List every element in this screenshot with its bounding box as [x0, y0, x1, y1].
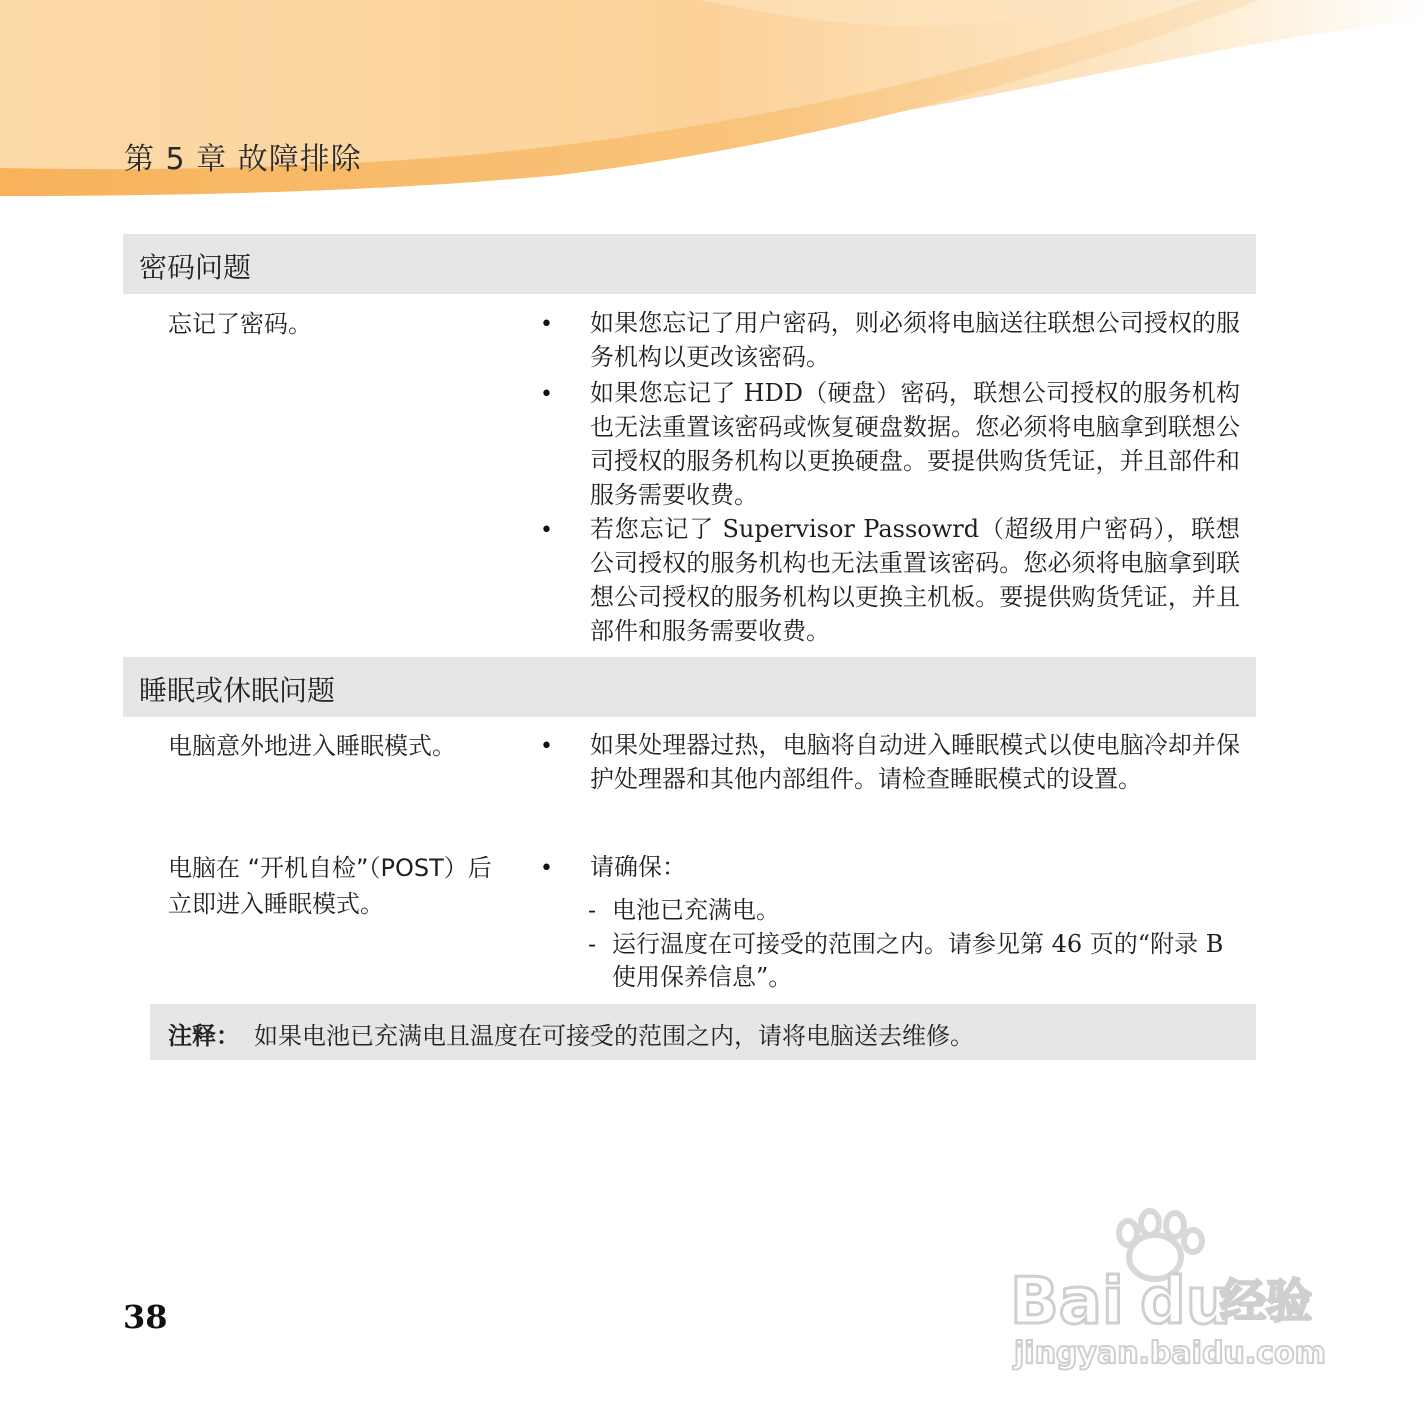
solution-text: 如果您忘记了用户密码，则必须将电脑送往联想公司授权的服务机构以更改该密码。 [590, 309, 1240, 371]
problem-label: 电脑意外地进入睡眠模式。 [168, 732, 456, 760]
solution-text: 如果您忘记了 HDD（硬盘）密码，联想公司授权的服务机构也无法重置该密码或恢复硬盘数据。您必须将电脑拿到联想公司授权的服务机构以更换硬盘。要提供购货凭证，并且部件和服务需要收费。 [590, 379, 1240, 509]
chapter-title: 第 5 章 故障排除 [124, 142, 362, 177]
bullet-icon: • [540, 856, 553, 881]
section-header-password [123, 234, 1256, 294]
svg-text:du: du [1140, 1265, 1232, 1339]
svg-text:经验: 经验 [1220, 1274, 1312, 1328]
dash-icon: - [588, 930, 597, 958]
bullet-icon: • [540, 734, 553, 759]
baidu-jingyan-watermark [1000, 1205, 1350, 1375]
bullet-icon: • [540, 382, 553, 407]
problem-label: 电脑在 “开机自检”（POST）后立即进入睡眠模式。 [168, 854, 492, 918]
svg-text:jingyan.baidu.com: jingyan.baidu.com [1014, 1336, 1326, 1371]
bullet-icon: • [540, 518, 553, 543]
dash-icon: - [588, 896, 597, 924]
section-header-sleep [123, 657, 1256, 717]
bullet-icon: • [540, 312, 553, 337]
section-title: 密码问题 [139, 251, 252, 284]
solution-text: 请确保： [590, 853, 686, 881]
page-number: 38 [123, 1298, 168, 1336]
sub-item-text: 电池已充满电。 [612, 896, 780, 924]
note-text: 如果电池已充满电且温度在可接受的范围之内，请将电脑送去维修。 [254, 1022, 974, 1050]
problem-label: 忘记了密码。 [168, 310, 312, 338]
section-title: 睡眠或休眠问题 [139, 674, 336, 707]
note-box [150, 1004, 1256, 1060]
sub-item-text: 运行温度在可接受的范围之内。请参见第 46 页的“附录 B 使用保养信息”。 [612, 930, 1224, 991]
note-label: 注释： [168, 1022, 240, 1050]
solution-text: 若您忘记了 Supervisor Passowrd（超级用户密码），联想公司授权的服务机构也无法重置该密码。您必须将电脑拿到联想公司授权的服务机构以更换主机板。要提供购货凭证，并且部件和服务需要收费。 [590, 515, 1240, 645]
svg-text:Bai: Bai [1010, 1265, 1124, 1339]
solution-text: 如果处理器过热，电脑将自动进入睡眠模式以使电脑冷却并保护处理器和其他内部组件。请检查睡眠模式的设置。 [590, 731, 1240, 793]
